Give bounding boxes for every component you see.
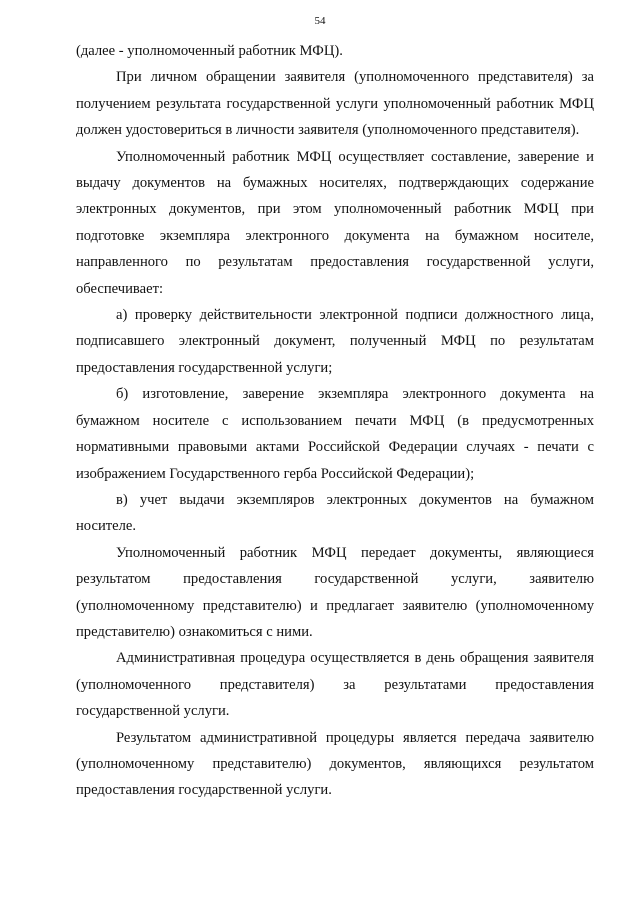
paragraph-paper-copies: Уполномоченный работник МФЦ осуществляет составление, заверение и выдачу документов на бумажных носителях, подтверждающих содержание электронных документов, при этом уполномоченный работник МФЦ при подготовке экземпляра электронного документа на бумажном носителе, направленного по результатам предоставления государственной услуги, обеспечивает: [76,148,594,297]
document-body [76,38,594,804]
paragraph-identity-check: При личном обращении заявителя (уполномоченного представителя) за получением результата государственной услуги уполномоченный работник МФЦ должен удостовериться в личности заявителя (уполномоченного представителя). [76,69,594,139]
paragraph-item-c: в) учет выдачи экземпляров электронных документов на бумажном носителе. [76,491,594,535]
paragraph-continuation: (далее - уполномоченный работник МФЦ). [76,43,343,59]
paragraph-item-a: а) проверку действительности электронной подписи должностного лица, подписавшего электронный документ, полученный МФЦ по результатам предоставления государственной услуги; [76,307,594,376]
paragraph-item-b: б) изготовление, заверение экземпляра электронного документа на бумажном носителе с использованием печати МФЦ (в предусмотренных нормативными правовыми актами Российской Федерации случаях - печати с изображением Государственного герба Российской Федерации); [76,386,594,482]
paragraph-procedure-day: Административная процедура осуществляется в день обращения заявителя (уполномоченного представителя) за результатами предоставления государственной услуги. [76,650,594,720]
page-number: 54 [314,15,326,27]
paragraph-document-transfer: Уполномоченный работник МФЦ передает документы, являющиеся результатом предоставления государственной услуги, заявителю (уполномоченному представителю) и предлагает заявителю (уполномоченному представителю) ознакомиться с ними. [76,544,594,640]
paragraph-procedure-result: Результатом административной процедуры является передача заявителю (уполномоченному представителю) документов, являющихся результатом предоставления государственной услуги. [76,729,594,799]
